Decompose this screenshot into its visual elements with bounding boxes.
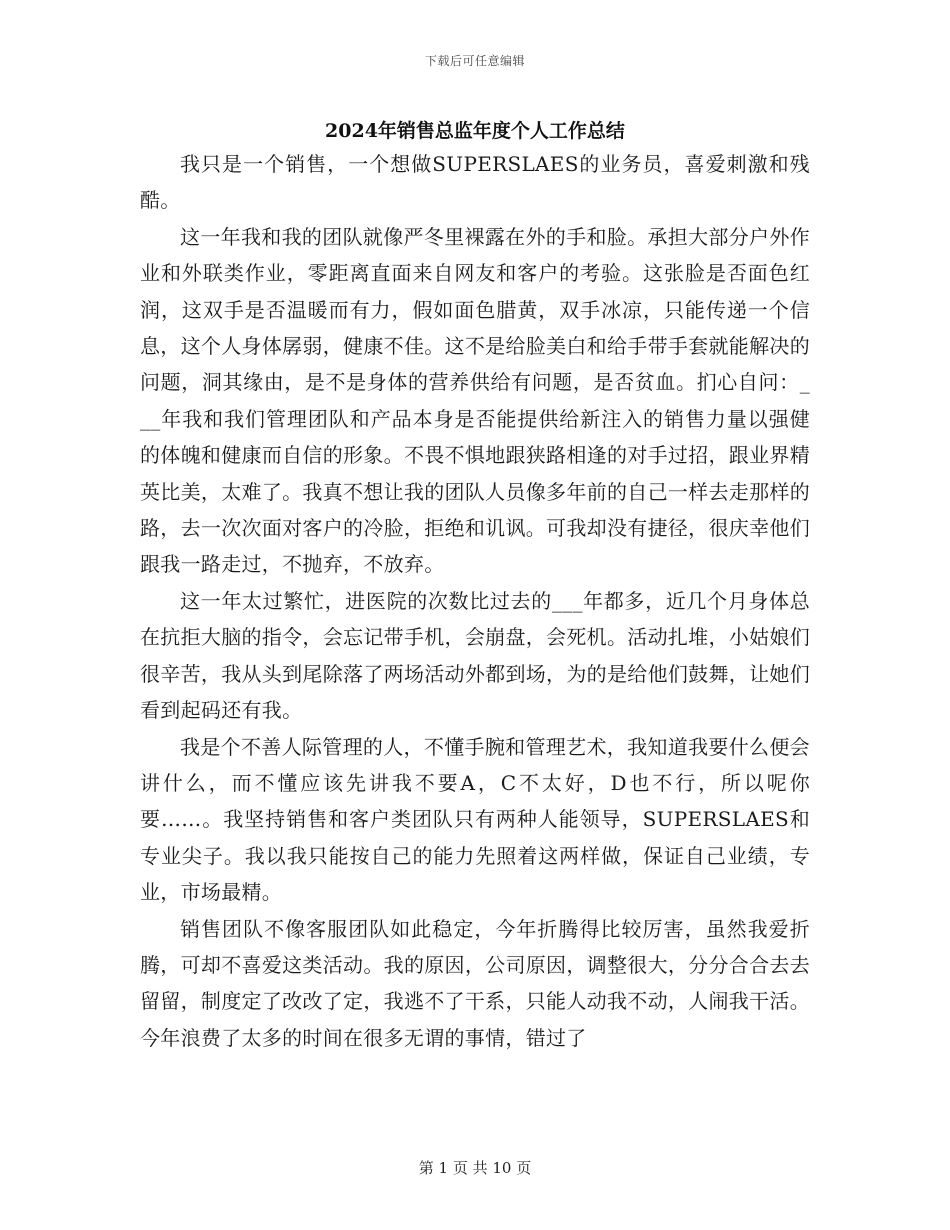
document-body [140, 146, 810, 1056]
page-header-note: 下载后可任意编辑 [424, 54, 525, 68]
paragraph: 我只是一个销售，一个想做SUPERSLAES的业务员，喜爱刺激和残酷。 [140, 152, 810, 213]
paragraph: 这一年太过繁忙，进医院的次数比过去的___年都多，近几个月身体总在抗拒大脑的指令，会忘记带手机，会崩盘，会死机。活动扎堆，小姑娘们很辛苦，我从头到尾除落了两场活动外都到场，为的是给他们鼓舞，让她们看到起码还有我。 [140, 588, 810, 723]
page-number-footer: 第 1 页 共 10 页 [418, 1159, 532, 1177]
paragraph: 这一年我和我的团队就像严冬里裸露在外的手和脸。承担大部分户外作业和外联类作业，零距离直面来自网友和客户的考验。这张脸是否面色红润，这双手是否温暖而有力，假如面色腊黄，双手冰凉，只能传递一个信息，这个人身体孱弱，健康不佳。这不是给脸美白和给手带手套就能解决的问题，洞其缘由，是不是身体的营养供给有问题，是否贫血。扪心自问：___年我和我们管理团队和产品本身是否能提供给新注入的销售力量以强健的体魄和健康而自信的形象。不畏不惧地跟狭路相逢的对手过招，跟业界精英比美，太难了。我真不想让我的团队人员像多年前的自己一样去走那样的路，去一次次面对客户的冷脸，拒绝和讥讽。可我却没有捷径，很庆幸他们跟我一路走过，不抛弃，不放弃。 [140, 224, 810, 577]
paragraph: 我是个不善人际管理的人，不懂手腕和管理艺术，我知道我要什么便会讲什么，而不懂应该先讲我不要A，C不太好，D也不行，所以呢你要……。我坚持销售和客户类团队只有两种人能领导，SUPERSLAES和专业尖子。我以我只能按自己的能力先照着这两样做，保证自己业绩，专业，市场最精。 [140, 734, 810, 905]
document-title: 2024年销售总监年度个人工作总结 [325, 120, 625, 142]
paragraph: 销售团队不像客服团队如此稳定，今年折腾得比较厉害，虽然我爱折腾，可却不喜爱这类活动。我的原因，公司原因，调整很大，分分合合去去留留，制度定了改改了定，我逃不了干系，只能人动我不动，人闹我干活。今年浪费了太多的时间在很多无谓的事情，错过了 [140, 916, 810, 1050]
